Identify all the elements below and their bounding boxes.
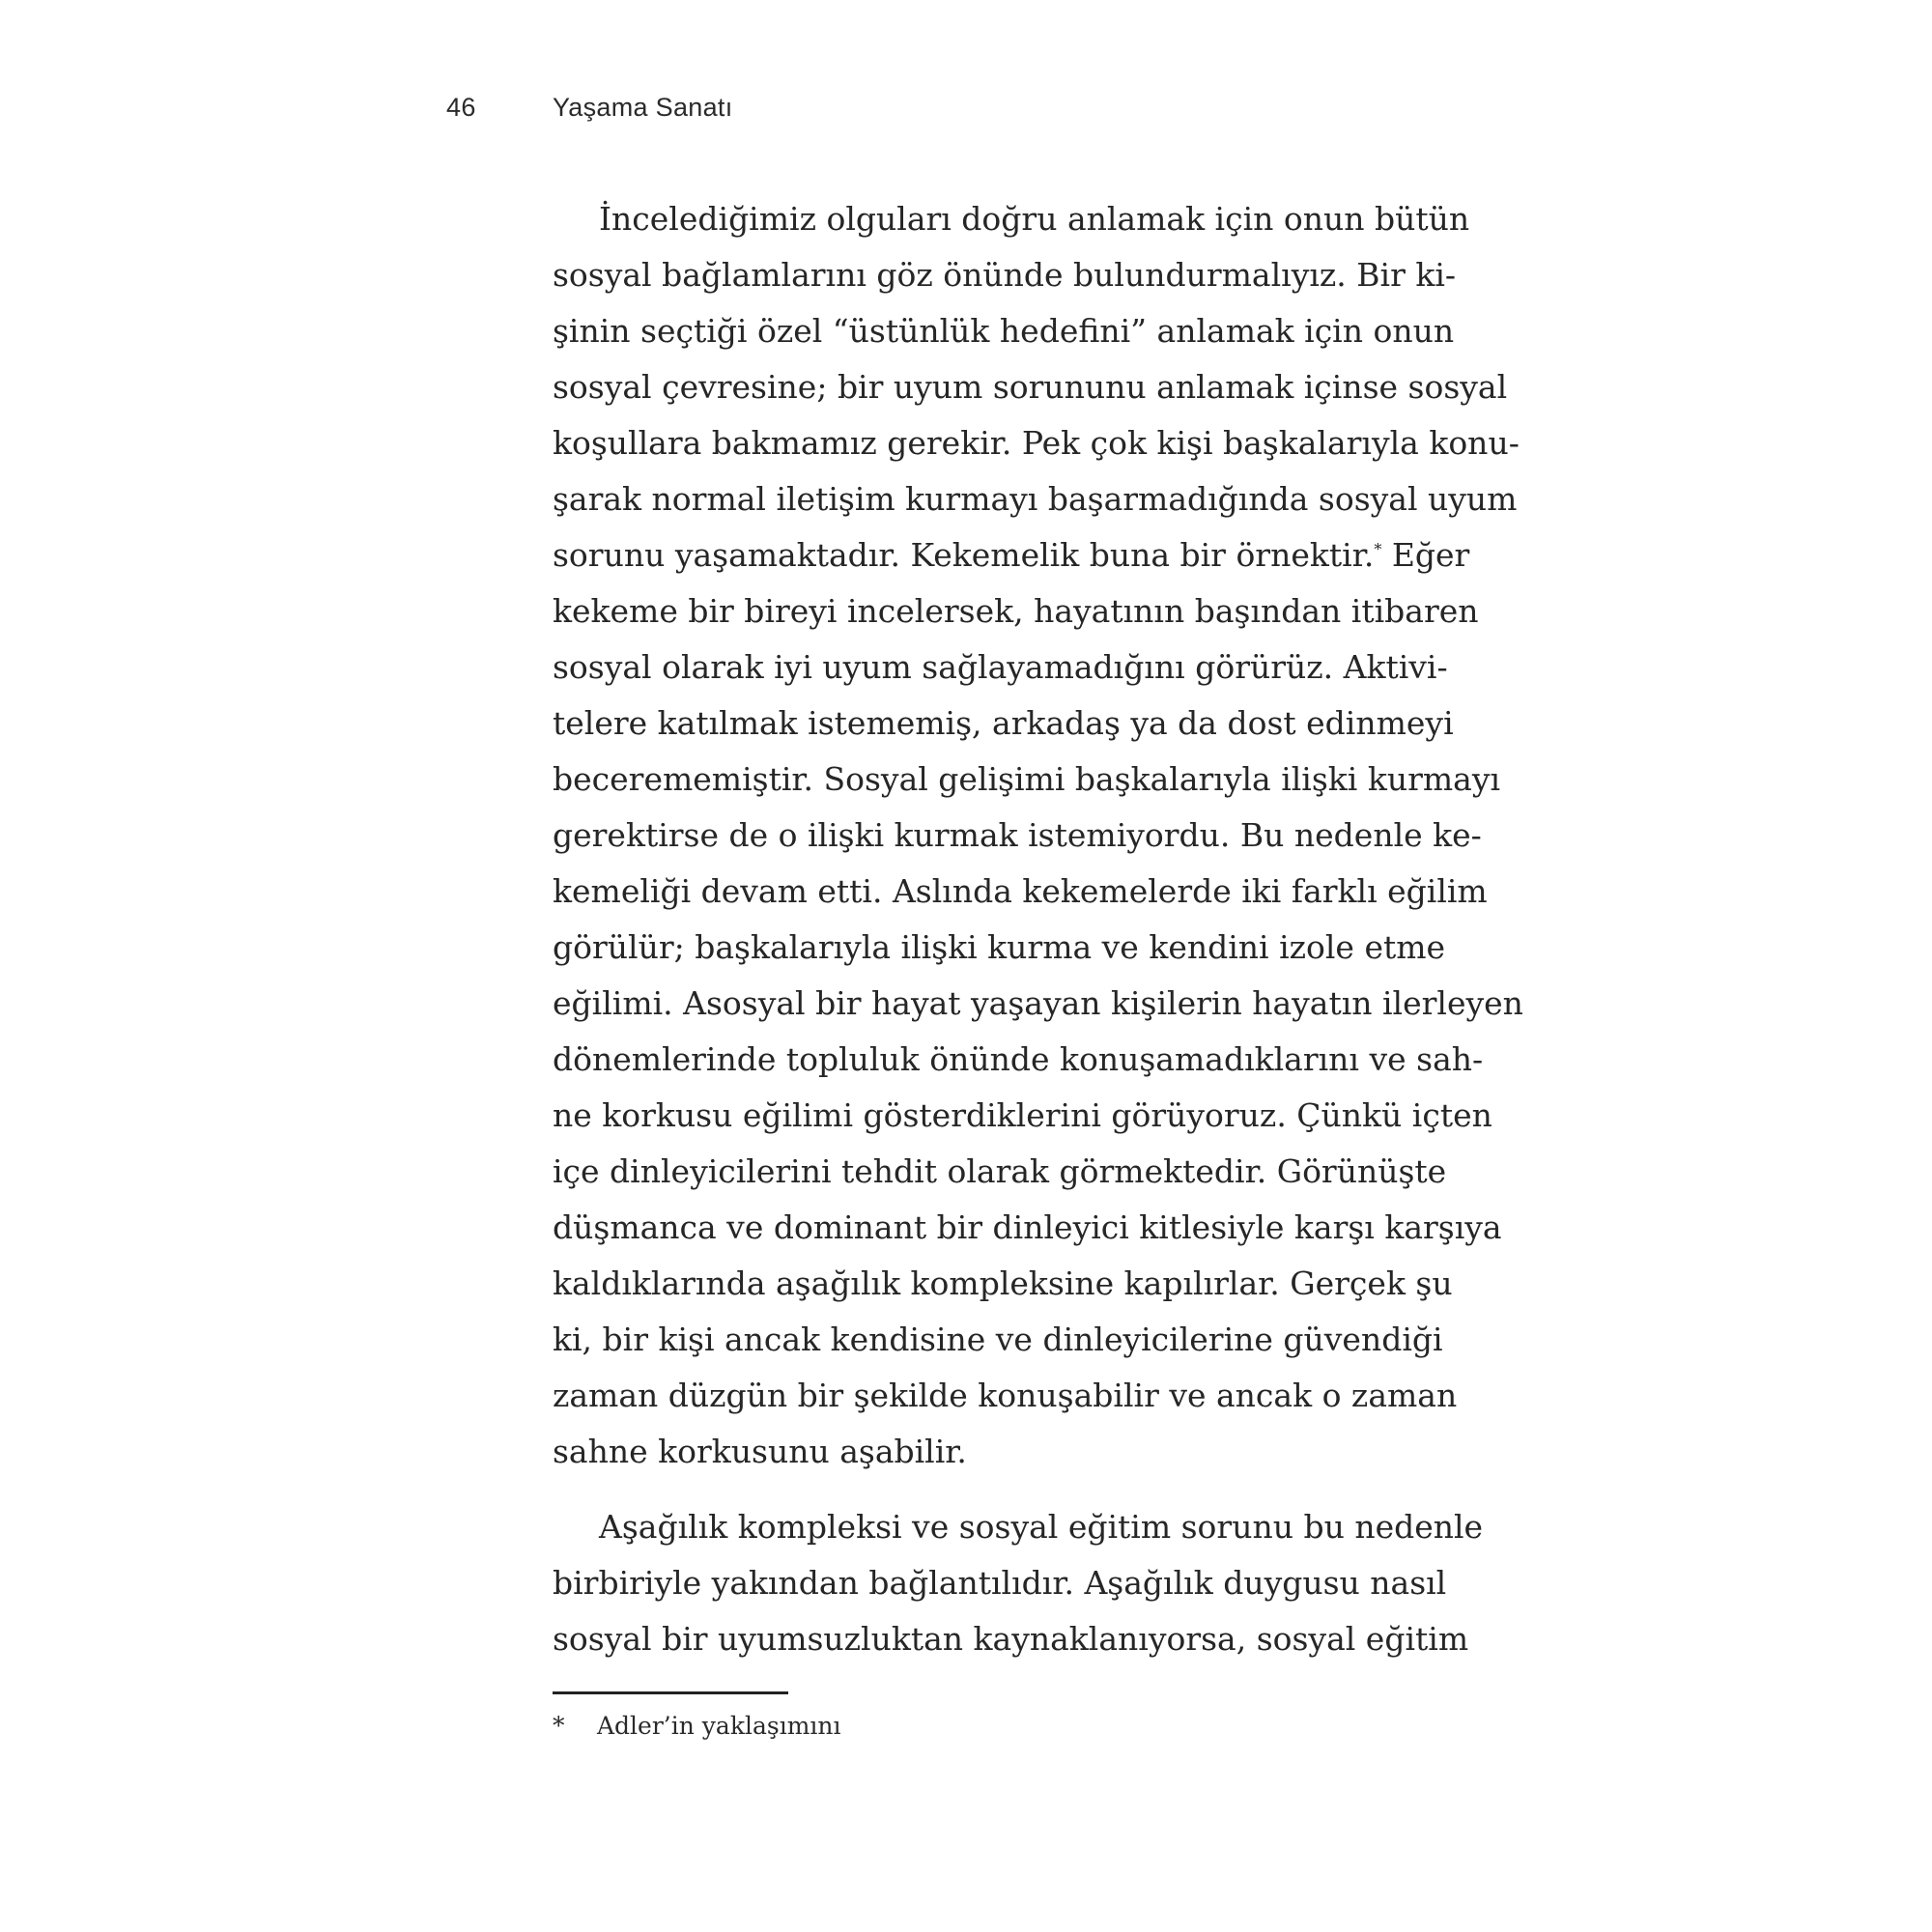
text-line: sahne korkusunu aşabilir.: [553, 1433, 967, 1470]
text-line: kaldıklarında aşağılık kompleksine kapılırlar. Gerçek şu: [553, 1264, 1453, 1302]
text-line: gerektirse de o ilişki kurmak istemiyordu. Bu nedenle ke-: [553, 816, 1482, 854]
text-line: becerememiştir. Sosyal gelişimi başkalarıyla ilişki kurmayı: [553, 760, 1501, 798]
text-line: kekeme bir bireyi incelersek, hayatının başından itibaren: [553, 592, 1479, 630]
text-line: sosyal olarak iyi uyum sağlayamadığını görürüz. Aktivi-: [553, 648, 1448, 686]
text-line: koşullara bakmamız gerekir. Pek çok kişi başkalarıyla konu-: [553, 424, 1520, 462]
text-line: eğilimi. Asosyal bir hayat yaşayan kişilerin hayatın ilerleyen: [553, 984, 1523, 1022]
footnote-mark: *: [553, 1712, 565, 1740]
book-title: Yaşama Sanatı: [553, 93, 733, 122]
text-line: birbiriyle yakından bağlantılıdır. Aşağılık duygusu nasıl: [553, 1564, 1447, 1602]
text-line: şarak normal iletişim kurmayı başarmadığında sosyal uyum: [553, 480, 1518, 518]
text-line: kemeliği devam etti. Aslında kekemelerde iki farklı eğilim: [553, 872, 1488, 910]
text-line: şinin seçtiği özel “üstünlük hedefini” anlamak için onun: [553, 312, 1455, 350]
text-line: içe dinleyicilerini tehdit olarak görmektedir. Görünüşte: [553, 1152, 1447, 1190]
text-line: sosyal bağlamlarını göz önünde bulundurmalıyız. Bir ki-: [553, 256, 1457, 294]
footnote-reference[interactable]: *: [1374, 540, 1382, 558]
text-line: zaman düzgün bir şekilde konuşabilir ve ancak o zaman: [553, 1377, 1458, 1414]
text-line: İncelediğimiz olguları doğru anlamak için onun bütün: [599, 200, 1470, 238]
text-line: Aşağılık kompleksi ve sosyal eğitim sorunu bu nedenle: [599, 1508, 1484, 1546]
text-line-with-footnote-ref: [553, 527, 1470, 583]
text-line: dönemlerinde topluluk önünde konuşamadıklarını ve sah-: [553, 1040, 1484, 1078]
paragraph-spacer: [553, 1480, 1393, 1499]
text-segment: Eğer: [1381, 536, 1470, 574]
text-line: telere katılmak istememiş, arkadaş ya da dost edinmeyi: [553, 704, 1454, 742]
paragraph-1: [553, 191, 1523, 1480]
text-line: sosyal çevresine; bir uyum sorununu anlamak içinse sosyal: [553, 368, 1508, 406]
page-number: 46: [446, 93, 476, 122]
body-text: [553, 191, 1523, 1667]
footnote-text: Adler’in yaklaşımını: [597, 1712, 841, 1740]
text-line: sosyal bir uyumsuzluktan kaynaklanıyorsa, sosyal eğitim: [553, 1620, 1469, 1658]
text-line: ki, bir kişi ancak kendisine ve dinleyicilerine güvendiği: [553, 1321, 1443, 1358]
text-segment: sorunu yaşamaktadır. Kekemelik buna bir örnektir.: [553, 536, 1375, 574]
paragraph-2: [553, 1499, 1484, 1667]
text-line: düşmanca ve dominant bir dinleyici kitlesiyle karşı karşıya: [553, 1208, 1502, 1246]
text-line: ne korkusu eğilimi gösterdiklerini görüyoruz. Çünkü içten: [553, 1096, 1492, 1134]
footnote-separator: [553, 1691, 788, 1694]
text-line: görülür; başkalarıyla ilişki kurma ve kendini izole etme: [553, 928, 1446, 966]
